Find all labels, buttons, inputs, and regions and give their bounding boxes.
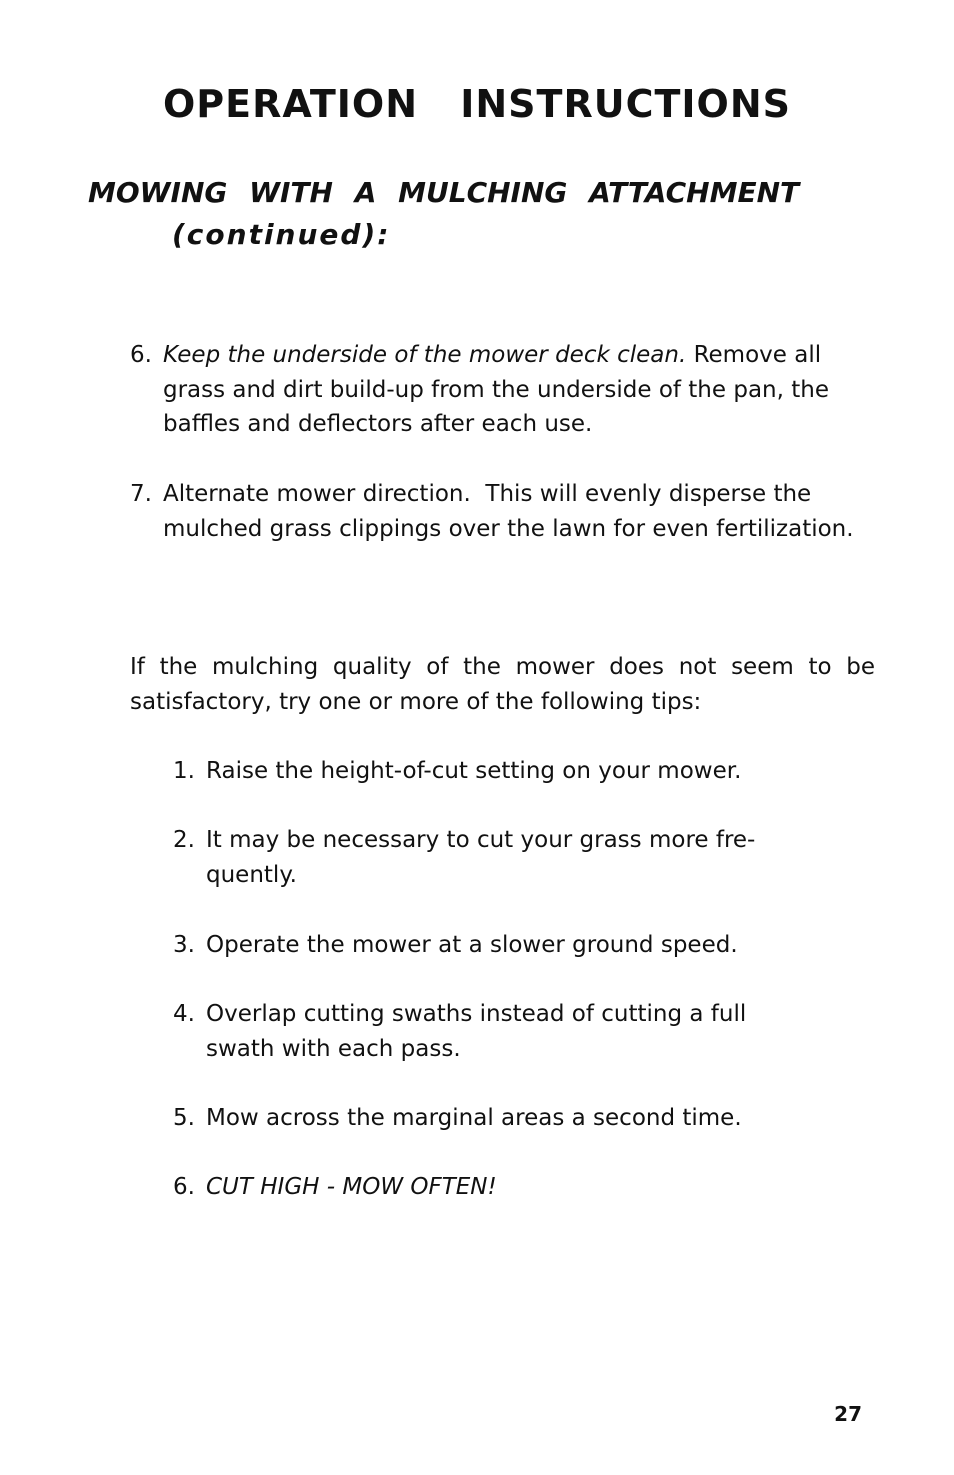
tip-number: 6. [173,1174,195,1200]
list-item-tip-1 [173,754,833,789]
step-emphasis: Keep the underside of the mower deck clean. [163,342,687,368]
list-item-tip-4 [173,997,813,1066]
tip-text: Operate the mower at a slower ground speed. [206,932,738,958]
list-item-tip-5 [173,1101,833,1136]
page-title: OPERATION INSTRUCTIONS [163,82,791,126]
step-body: Remove all grass and dirt build-up from the underside of the pan, the baffles and deflectors after each use. [163,342,829,438]
list-item-tip-6 [173,1170,833,1205]
step-number: 7. [130,481,152,507]
tip-number: 1. [173,758,195,784]
step-body: Alternate mower direction. This will evenly disperse the mulched grass clippings over the lawn for even fertilization. [163,481,854,542]
list-item-step-7 [130,477,860,546]
page-number: 27 [834,1402,862,1426]
list-item-tip-2 [173,823,823,892]
section-heading: MOWING WITH A MULCHING ATTACHMENT [88,176,800,209]
step-text [163,338,860,442]
tip-text: It may be necessary to cut your grass more fre- quently. [206,827,756,888]
tip-number: 3. [173,932,195,958]
step-number: 6. [130,342,152,368]
tip-text: Mow across the marginal areas a second time. [206,1105,742,1131]
tip-text: Overlap cutting swaths instead of cutting a full swath with each pass. [206,1001,747,1062]
tips-intro-paragraph: If the mulching quality of the mower does not seem to be satisfactory, try one or more of the following tips: [130,654,875,715]
tip-number: 5. [173,1105,195,1131]
tip-number: 4. [173,1001,195,1027]
step-text [163,477,860,546]
list-item-step-6 [130,338,860,442]
tip-text: CUT HIGH - MOW OFTEN! [206,1174,497,1200]
section-heading-continued: (continued): [172,218,391,251]
list-item-tip-3 [173,928,833,963]
tip-text: Raise the height-of-cut setting on your mower. [206,758,742,784]
tip-number: 2. [173,827,195,853]
